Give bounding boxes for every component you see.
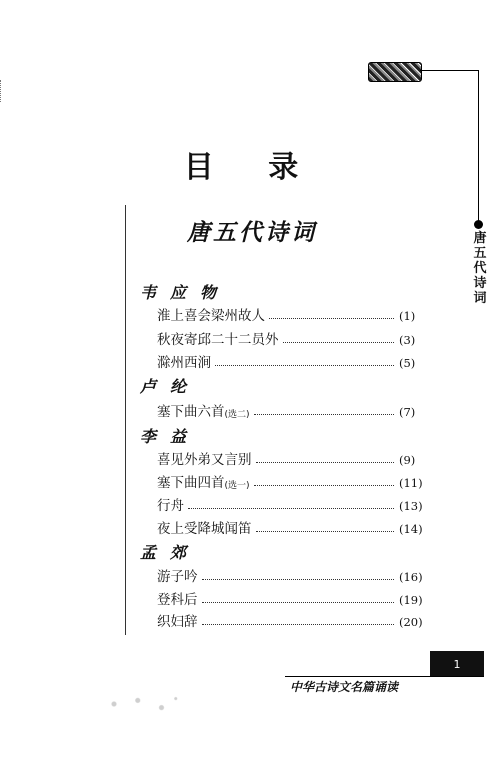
toc-entry[interactable] bbox=[157, 610, 423, 630]
toc-entry-title: 织妇辞 bbox=[157, 614, 198, 630]
toc-entry-title: 秋夜寄邱二十二员外 bbox=[157, 332, 279, 348]
left-divider bbox=[125, 205, 126, 635]
side-section-label: 唐五代诗词 bbox=[473, 231, 487, 306]
leader-dots bbox=[202, 579, 395, 580]
toc-page-number: (14) bbox=[399, 522, 423, 536]
toc-entry-title: 滁州西涧 bbox=[157, 355, 211, 371]
toc-entry-title: 淮上喜会梁州故人 bbox=[157, 308, 265, 324]
toc-page-number: (9) bbox=[399, 453, 416, 467]
toc-entry[interactable] bbox=[157, 351, 416, 371]
author-heading: 韦应物 bbox=[140, 283, 231, 302]
toc-entry-note: (选二) bbox=[224, 410, 250, 420]
toc-entry-title: 夜上受降城闻笛 bbox=[157, 521, 252, 537]
page-number: 1 bbox=[430, 651, 484, 677]
toc-entry-title: 游子吟 bbox=[157, 569, 198, 585]
leader-dots bbox=[256, 462, 395, 463]
toc-entry-title: 行舟 bbox=[157, 498, 184, 514]
toc-entry-note: (选一) bbox=[224, 481, 250, 491]
toc-page-number: (11) bbox=[399, 476, 423, 490]
toc-page-number: (7) bbox=[399, 405, 416, 419]
toc-entry[interactable] bbox=[157, 448, 416, 468]
leader-dots bbox=[188, 508, 394, 509]
toc-page-number: (1) bbox=[399, 309, 416, 323]
margin-mark bbox=[0, 80, 3, 102]
toc-page-number: (20) bbox=[399, 615, 423, 629]
stamp-mark bbox=[95, 686, 190, 722]
leader-dots bbox=[254, 485, 394, 486]
toc-entry[interactable] bbox=[157, 517, 423, 537]
toc-page-number: (3) bbox=[399, 333, 416, 347]
toc-entry[interactable] bbox=[157, 494, 423, 514]
author-heading: 孟郊 bbox=[140, 543, 201, 562]
leader-dots bbox=[269, 318, 394, 319]
section-title: 唐五代诗词 bbox=[187, 219, 317, 246]
book-title: 中华古诗文名篇诵读 bbox=[290, 680, 399, 694]
toc-page-number: (19) bbox=[399, 593, 423, 607]
footer-rule bbox=[285, 676, 484, 677]
ornament-icon bbox=[368, 62, 422, 82]
ornament-line bbox=[420, 70, 478, 71]
toc-entry-title: 塞下曲四首 bbox=[157, 475, 225, 491]
toc-page-number: (5) bbox=[399, 356, 416, 370]
leader-dots bbox=[256, 531, 395, 532]
toc-page-number: (16) bbox=[399, 570, 423, 584]
toc-entry[interactable] bbox=[157, 328, 416, 348]
toc-entry[interactable] bbox=[157, 588, 423, 608]
leader-dots bbox=[254, 414, 394, 415]
toc-entry[interactable] bbox=[157, 565, 423, 585]
author-heading: 李益 bbox=[140, 427, 201, 446]
toc-entry[interactable] bbox=[157, 304, 416, 324]
page-title: 目 录 bbox=[183, 150, 321, 185]
toc-entry-title: 喜见外弟又言别 bbox=[157, 452, 252, 468]
leader-dots bbox=[202, 624, 395, 625]
toc-entry[interactable] bbox=[157, 471, 423, 491]
toc-page-number: (13) bbox=[399, 499, 423, 513]
leader-dots bbox=[215, 365, 394, 366]
leader-dots bbox=[202, 602, 395, 603]
leader-dots bbox=[283, 342, 395, 343]
author-heading: 卢纶 bbox=[140, 377, 201, 396]
toc-entry[interactable] bbox=[157, 400, 416, 420]
toc-entry-title: 塞下曲六首 bbox=[157, 404, 225, 420]
toc-entry-title: 登科后 bbox=[157, 592, 198, 608]
